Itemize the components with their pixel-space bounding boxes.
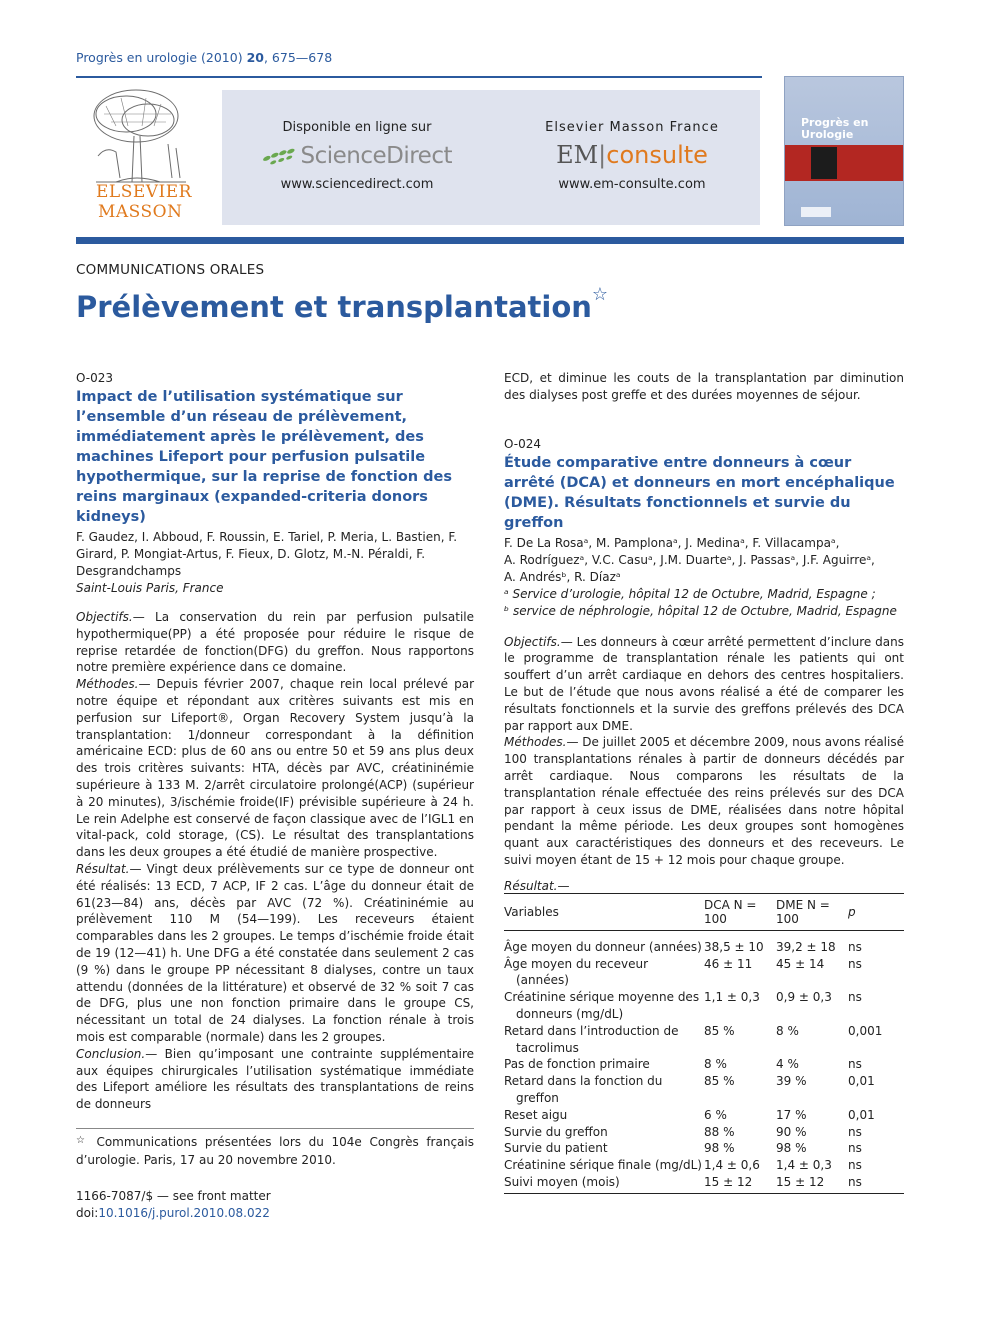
column-header-dca: DCA N = 100	[704, 893, 776, 930]
abstract-title: Étude comparative entre donneurs à cœur arrêté (DCA) et donneurs en mort encéphalique (DME). Résultats fonctionnels et survie du greffon	[504, 454, 895, 531]
cell-variable: Suivi moyen (mois)	[504, 1174, 704, 1193]
sciencedirect-logo	[262, 141, 452, 171]
cell-dca: 1,4 ± 0,6	[704, 1158, 760, 1173]
right-column	[504, 370, 904, 1194]
column-header-p: p	[848, 893, 904, 930]
cell-dca: 88 %	[704, 1124, 735, 1139]
citation-journal: Progrès en urologie (2010)	[76, 50, 243, 65]
cell-dme: 0,9 ± 0,3	[776, 990, 832, 1005]
footnote-star: ☆	[76, 1135, 89, 1146]
cell-dme: 1,4 ± 0,3	[776, 1158, 832, 1173]
cell-p: ns	[848, 990, 862, 1005]
table-row	[504, 1174, 904, 1193]
resultat-paragraph: Résultat.— Vingt deux prélèvements sur ce type de donneur ont été réalisés: 13 ECD, 7 ACP, IF 2 cas. L’âge du donneur était de 61(23—84) ans, décès par AVC (72 %). Créatininémie au prélèvement 110 M (54—199). Les receveurs étaient comparables dans les 2 groupes. Le temps d’ischémie froide était de 19 (12—41) h. Une DFG a été constatée dans seulement 2 cas (9 %) dans le groupe PP nécessitant 8 dialyses, contre un taux attendu (données de la littérature) et observé de 32 % soit 7 cas de DFG, plus une non fonction primaire dans le groupe CS, nécessitant un total de 24 dialyses. La fonction rénale à trois mois est comparable (normale) dans les 2 groupes.	[76, 861, 474, 1044]
section-label: COMMUNICATIONS ORALES	[76, 262, 265, 278]
cell-dca: 1,1 ± 0,3	[704, 990, 760, 1005]
top-rule	[76, 76, 762, 78]
objectifs-paragraph: Objectifs.— La conservation du rein par perfusion pulsatile hypothermique(PP) a été proposée pour réduire le risque de reprise retardée de fonction(DFG) du greffon. Nous rapportons notre première expérience dans ce domaine.	[76, 610, 474, 675]
table-row	[504, 1073, 904, 1107]
cell-variable: Reset aigu	[504, 1107, 568, 1122]
cell-variable: Survie du patient	[504, 1141, 608, 1156]
affiliation: Saint-Louis Paris, France	[76, 581, 224, 595]
cell-dca: 98 %	[704, 1141, 735, 1156]
doi-link[interactable]: 10.1016/j.purol.2010.08.022	[98, 1206, 270, 1220]
elsevier-wordmark: ELSEVIER	[96, 182, 192, 202]
header-thick-rule	[76, 237, 904, 244]
cell-dme: 39 %	[776, 1074, 807, 1089]
sciencedirect-url[interactable]: www.sciencedirect.com	[280, 177, 434, 192]
citation-pages: , 675—678	[263, 50, 333, 65]
sciencedirect-block[interactable]	[262, 120, 452, 192]
cell-p: ns	[848, 1124, 862, 1139]
journal-citation[interactable]	[76, 50, 332, 65]
cell-dme: 17 %	[776, 1107, 807, 1122]
abstract-code: O-023	[76, 371, 114, 385]
author-list: F. Gaudez, I. Abboud, F. Roussin, E. Tariel, P. Meria, L. Bastien, F. Girard, P. Mongiat-Artus, F. Fieux, D. Glotz, M.-N. Péraldi, F. Desgrandchamps	[76, 530, 458, 578]
cell-dca: 15 ± 12	[704, 1174, 776, 1193]
elsevier-masson-logo	[76, 86, 212, 228]
resultat-label: Résultat.—	[504, 878, 570, 893]
cell-dca: 46 ± 11	[704, 956, 753, 971]
conclusion-paragraph: Conclusion.— Bien qu’imposant une contrainte supplémentaire aux équipes chirurgicales l’utilisation systématique immédiate des Lifeport améliore les résultats des transplantations de reins de donneurs	[76, 1046, 474, 1112]
cell-variable: Âge moyen du donneur (années)	[504, 939, 702, 954]
cell-dca: 85 %	[704, 1074, 735, 1089]
cell-dca: 85 %	[704, 1023, 735, 1038]
cell-dme: 4 %	[776, 1057, 799, 1072]
cell-dme: 45 ± 14	[776, 956, 825, 971]
cell-dca: 8 %	[704, 1057, 727, 1072]
cell-p: 0,001	[848, 1023, 883, 1038]
affiliation-a: ᵃ Service d’urologie, hôpital 12 de Octubre, Madrid, Espagne ;	[504, 586, 876, 601]
sciencedirect-wordmark: ScienceDirect	[300, 143, 452, 169]
em-consulte-logo: EM|consulte	[556, 141, 708, 169]
cell-variable: Pas de fonction primaire	[504, 1057, 650, 1072]
title-footnote-star[interactable]: ☆	[591, 284, 609, 306]
footnote: ☆ Communications présentées lors du 104e Congrès français d’urologie. Paris, 17 au 20 novembre 2010.	[76, 1135, 474, 1167]
availability-banner	[222, 90, 760, 225]
table-row	[504, 1124, 904, 1141]
doi-line: doi:10.1016/j.purol.2010.08.022	[76, 1206, 270, 1220]
sd-available-text: Disponible en ligne sur	[282, 120, 432, 135]
cell-p: ns	[848, 956, 862, 971]
cover-red-band	[785, 145, 904, 181]
methodes-paragraph: Méthodes.— Depuis février 2007, chaque rein local prélevé par notre équipe et répondant aux critères suivants est mis en perfusion sur Lifeport®, Organ Recovery System jusqu’à la transplantation: 1/donneur correspondant à la définition américaine ECD: plus de 60 ans ou entre 50 et 59 ans plus deux des trois critères suivants: HTA, décès par AVC, créatininémie supérieure à 133 M. 2/arrêt circulatoire prolongé(ACP) (supérieur à 20 minutes), 3/ischémie froide(IF) prévisible supérieure à 24 h. Le rein Adelphe est conservé de façon classique avec de l’IGL1 en vital-pack, cold storage, (CS). Le résultat des transplantations dans les deux groupes a été étudié de manière prospective.	[76, 677, 474, 860]
issn-block	[76, 1188, 271, 1222]
cell-variable: Retard dans l’introduction de tacrolimus	[504, 1023, 679, 1055]
issn-line: 1166-7087/$ — see front matter	[76, 1189, 271, 1203]
footnote-rule	[76, 1128, 474, 1129]
cover-publisher-mark	[801, 207, 831, 217]
consulte-wordmark: consulte	[606, 141, 708, 169]
cell-p: ns	[848, 1174, 904, 1193]
em-publisher-text: Elsevier Masson France	[545, 120, 719, 135]
author-list: F. De La Rosaᵃ, M. Pamplonaᵃ, J. Medinaᵃ, F. Villacampaᵃ, A. Rodríguezᵃ, V.C. Casuᵃ, J.M. Duarteᵃ, J. Passasᵃ, J.F. Aguirreᵃ, A. Andrésᵇ, R. Díazᵃ	[504, 535, 875, 584]
table-row	[504, 1107, 904, 1124]
column-header-dme: DME N = 100	[776, 893, 848, 930]
cell-variable: Créatinine sérique moyenne des donneurs (mg/dL)	[504, 990, 700, 1021]
journal-cover-image	[784, 76, 904, 226]
objectifs-paragraph: Objectifs.— Les donneurs à cœur arrêté permettent d’inclure dans le programme de transplantation rénale les patients qui ont souffert d’un arrêt cardiaque en dehors des centres hospitaliers. Le but de l’étude que nous avons réalisé a été de comparer les résultats fonctionnels et la survie des greffons prélevés des DCA par rapport aux DME.	[504, 634, 904, 733]
abstract-title: Impact de l’utilisation systématique sur l’ensemble d’un réseau de prélèvement, immédiatement après le prélèvement, des machines Lifeport pour perfusion pulsatile hypothermique, sur la reprise de fonction des reins marginaux (expanded-criteria donors kidneys)	[76, 389, 453, 525]
table-row	[504, 1157, 904, 1174]
em-wordmark: EM	[556, 141, 599, 169]
page-title: Prélèvement et transplantation☆	[76, 284, 609, 324]
cell-dme: 90 %	[776, 1124, 807, 1139]
citation-volume: 20	[246, 50, 264, 65]
cell-dca: 38,5 ± 10	[704, 939, 764, 954]
affiliation-b: ᵇ service de néphrologie, hôpital 12 de Octubre, Madrid, Espagne	[504, 603, 897, 618]
results-table-body	[504, 930, 904, 1193]
table-row	[504, 930, 904, 955]
abstract-code: O-024	[504, 436, 542, 451]
left-column	[76, 370, 474, 1113]
column-header-variables: Variables	[504, 893, 704, 930]
cell-dme: 15 ± 12	[776, 1174, 848, 1193]
em-consulte-block[interactable]	[532, 120, 732, 192]
cell-variable: Âge moyen du receveur (années)	[504, 956, 649, 988]
table-row	[504, 1023, 904, 1057]
table-row	[504, 1056, 904, 1073]
cell-p: ns	[848, 1141, 862, 1156]
cell-variable: Retard dans la fonction du greffon	[504, 1074, 663, 1105]
conclusion-continued: ECD, et diminue les couts de la transplantation par diminution des dialyses post greffe et des durées moyennes de séjour.	[504, 371, 904, 402]
table-header-row	[504, 893, 904, 930]
cell-variable: Survie du greffon	[504, 1124, 608, 1139]
results-table	[504, 893, 904, 1194]
sciencedirect-leaf-icon	[262, 143, 300, 169]
cell-p: ns	[848, 939, 862, 954]
cell-dca: 6 %	[704, 1107, 727, 1122]
cell-p: ns	[848, 1158, 862, 1173]
methodes-paragraph: Méthodes.— De juillet 2005 et décembre 2009, nous avons réalisé 100 transplantations rénales à partir de donneurs décédés par arrêt cardiaque. Nous comparons les résultats de la transplantation rénale effectuée des reins prélevés sur des DCA par rapport à ceux issus de DME, réalisées dans notre hôpital pendant la même période. Les deux groupes sont homogènes quant aux caractéristiques des donneurs et des receveurs. Le suivi moyen étant de 15 + 12 mois pour chaque groupe.	[504, 735, 904, 867]
cell-p: 0,01	[848, 1074, 875, 1089]
cell-p: ns	[848, 1057, 862, 1072]
table-row	[504, 989, 904, 1023]
table-row	[504, 1140, 904, 1157]
cover-photo	[811, 147, 837, 179]
em-consulte-url[interactable]: www.em-consulte.com	[558, 177, 706, 192]
cell-dme: 39,2 ± 18	[776, 939, 836, 954]
cell-variable: Créatinine sérique finale (mg/dL)	[504, 1158, 702, 1173]
cover-title: Progrès en Urologie	[801, 116, 869, 141]
cell-dme: 8 %	[776, 1023, 799, 1038]
cell-dme: 98 %	[776, 1141, 807, 1156]
cell-p: 0,01	[848, 1107, 875, 1122]
table-row	[504, 956, 904, 990]
masson-wordmark: MASSON	[98, 202, 183, 222]
